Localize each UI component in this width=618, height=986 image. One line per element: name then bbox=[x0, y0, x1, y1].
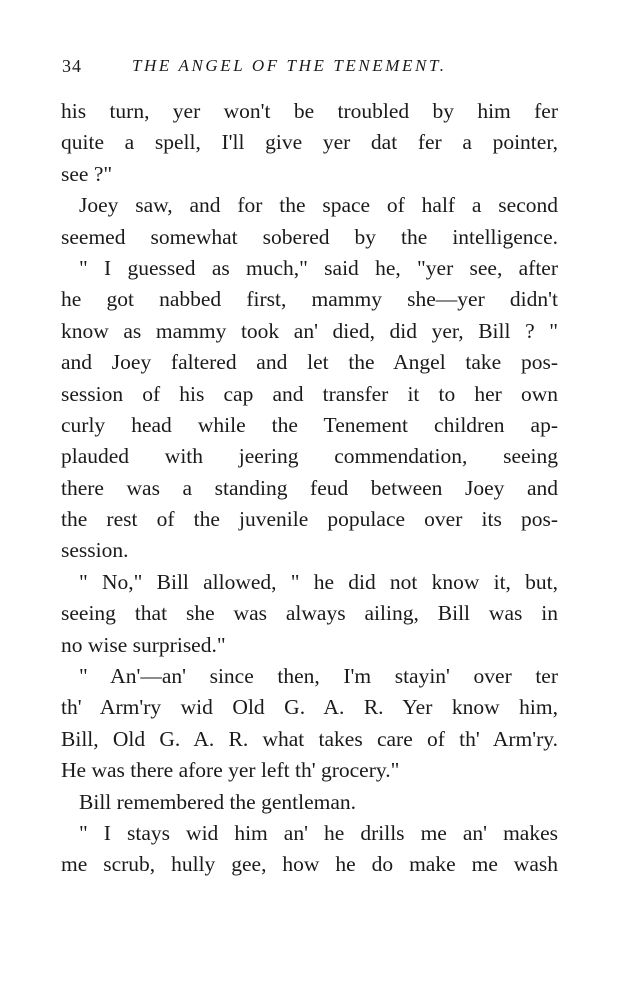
text-line: curly head while the Tenement children ap- bbox=[61, 412, 558, 437]
text-line: see ?" bbox=[61, 161, 113, 186]
page-header bbox=[62, 52, 562, 82]
text-line: know as mammy took an' died, did yer, Bill ? " bbox=[61, 318, 558, 343]
text-line: Joey saw, and for the space of half a second bbox=[79, 193, 558, 218]
text-line: no wise surprised." bbox=[61, 632, 226, 657]
text-line: session of his cap and transfer it to her own bbox=[61, 381, 558, 406]
text-line: " No," Bill allowed, " he did not know it, but, bbox=[79, 569, 558, 594]
text-line: he got nabbed first, mammy she—yer didn't bbox=[61, 287, 558, 312]
text-line: th' Arm'ry wid Old G. A. R. Yer know him, bbox=[61, 695, 558, 720]
text-line: and Joey faltered and let the Angel take pos- bbox=[61, 350, 558, 375]
text-line: quite a spell, I'll give yer dat fer a pointer, bbox=[61, 130, 558, 155]
text-line: there was a standing feud between Joey and bbox=[61, 475, 558, 500]
text-line: plauded with jeering commendation, seeing bbox=[61, 444, 558, 469]
text-line: his turn, yer won't be troubled by him fer bbox=[61, 99, 558, 123]
text-line: the rest of the juvenile populace over its pos- bbox=[61, 507, 558, 532]
text-line: " An'—an' since then, I'm stayin' over ter bbox=[79, 664, 558, 689]
text-line: Bill remembered the gentleman. bbox=[79, 789, 357, 814]
text-line: He was there afore yer left th' grocery." bbox=[61, 758, 400, 783]
text-line: me scrub, hully gee, how he do make me wash bbox=[61, 852, 558, 877]
page-number: 34 bbox=[62, 56, 82, 76]
text-line: " I stays wid him an' he drills me an' makes bbox=[79, 820, 558, 845]
text-line: Bill, Old G. A. R. what takes care of th' Arm'ry. bbox=[61, 726, 558, 751]
text-line: seeing that she was always ailing, Bill was in bbox=[61, 601, 558, 626]
running-head: THE ANGEL OF THE TENEMENT. bbox=[132, 56, 447, 75]
text-line: seemed somewhat sobered by the intelligence. bbox=[61, 224, 558, 249]
text-line: " I guessed as much," said he, "yer see, after bbox=[79, 255, 558, 280]
text-line: session. bbox=[61, 538, 129, 563]
body-text bbox=[61, 96, 558, 881]
